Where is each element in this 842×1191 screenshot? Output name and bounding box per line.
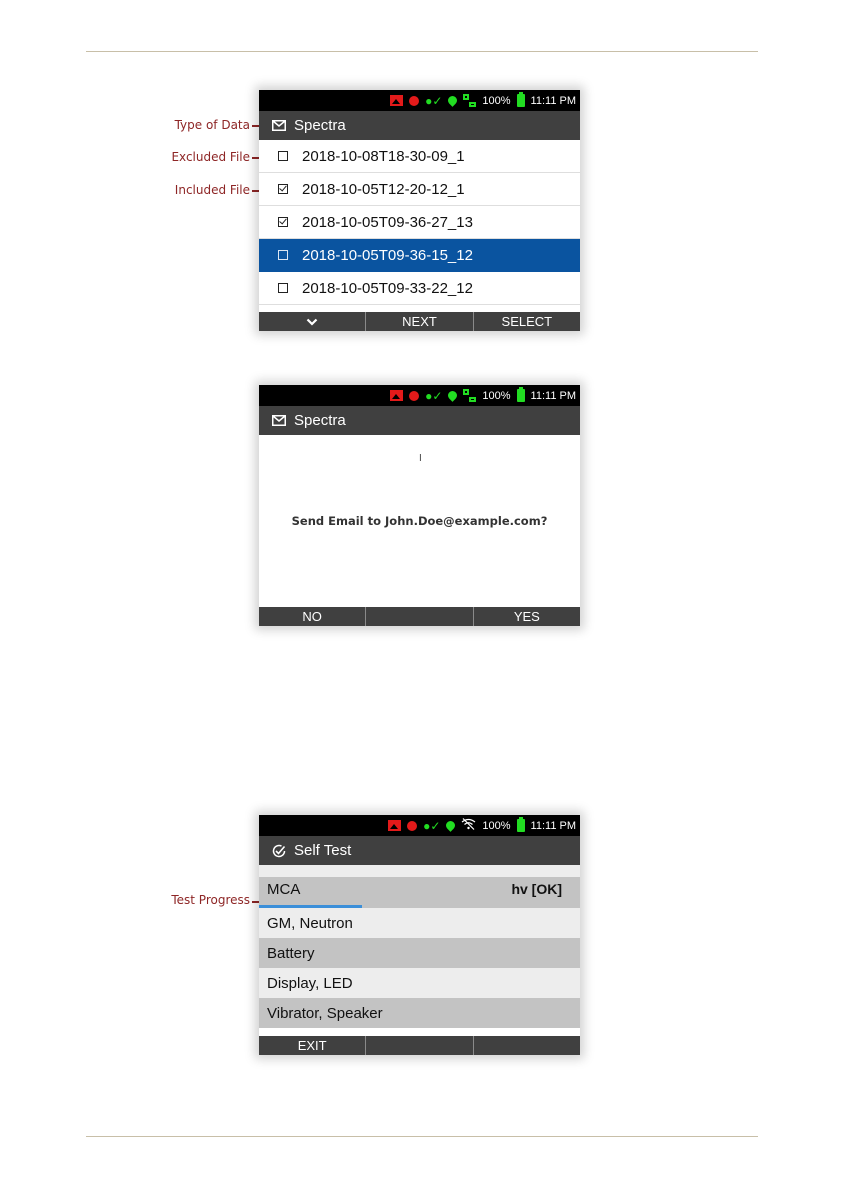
file-row-selected[interactable] [259, 239, 580, 272]
location-pin-icon [447, 94, 460, 107]
envelope-icon [272, 415, 286, 426]
softkey-bar [259, 1036, 580, 1055]
clock: 11:11 PM [530, 389, 576, 402]
envelope-icon [272, 120, 286, 131]
test-status: hv [OK] [511, 881, 562, 897]
image-icon [390, 390, 403, 401]
battery-percent: 100% [482, 94, 511, 107]
footer-rule [86, 1136, 758, 1137]
device-screen-file-list [259, 90, 580, 331]
test-list [259, 865, 580, 1028]
checkbox-unchecked-icon[interactable] [278, 151, 288, 161]
record-icon [409, 391, 419, 401]
clock: 11:11 PM [530, 819, 576, 832]
callout-type-of-data: Type of Data [174, 118, 250, 132]
file-row[interactable] [259, 140, 580, 173]
test-progress-fill [259, 905, 362, 908]
checkbox-unchecked-icon[interactable] [278, 283, 288, 293]
location-pin-icon [445, 819, 458, 832]
location-pin-icon [447, 389, 460, 402]
softkey-select[interactable]: SELECT [473, 312, 580, 331]
test-label: Battery [267, 944, 315, 962]
test-label: MCA [267, 881, 301, 898]
softkey-empty[interactable] [473, 1036, 580, 1055]
check-badge-icon [272, 844, 286, 858]
chevron-down-icon [306, 318, 318, 326]
test-row [259, 968, 580, 998]
text-cursor-icon: I [419, 453, 422, 464]
status-bar [259, 815, 580, 836]
softkey-exit[interactable]: EXIT [297, 1038, 327, 1053]
battery-percent: 100% [482, 819, 511, 832]
network-icon [463, 389, 476, 402]
file-list [259, 140, 580, 305]
softkey-no[interactable]: NO [302, 609, 322, 624]
user-check-icon: ●✓ [425, 93, 443, 108]
page-title: Spectra [294, 117, 346, 134]
file-row[interactable] [259, 272, 580, 305]
header-rule [86, 51, 758, 52]
callout-excluded-file: Excluded File [171, 150, 250, 164]
softkey-bar [259, 312, 580, 331]
status-bar [259, 385, 580, 406]
file-row[interactable] [259, 206, 580, 239]
user-check-icon: ●✓ [425, 388, 443, 403]
status-bar [259, 90, 580, 111]
image-icon [388, 820, 401, 831]
softkey-empty[interactable] [365, 1036, 472, 1055]
callout-included-file: Included File [174, 183, 250, 197]
callout-test-progress: Test Progress [171, 893, 250, 907]
image-icon [390, 95, 403, 106]
file-name: 2018-10-05T09-33-22_12 [302, 279, 473, 297]
title-bar [259, 406, 580, 435]
battery-percent: 100% [482, 389, 511, 402]
battery-icon [517, 94, 525, 107]
softkey-empty[interactable] [365, 607, 472, 626]
dialog-message: Send Email to John.Doe@example.com? [291, 514, 548, 528]
test-row [259, 998, 580, 1028]
battery-icon [517, 819, 525, 832]
test-row-current [259, 877, 580, 905]
page-title: Self Test [294, 842, 352, 859]
checkbox-checked-icon[interactable] [278, 184, 288, 194]
file-row[interactable] [259, 173, 580, 206]
network-icon [463, 94, 476, 107]
file-name: 2018-10-05T09-36-27_13 [302, 213, 473, 231]
file-name: 2018-10-08T18-30-09_1 [302, 147, 465, 165]
clock: 11:11 PM [530, 94, 576, 107]
test-row [259, 908, 580, 938]
wifi-off-icon [461, 818, 476, 833]
test-label: GM, Neutron [267, 914, 353, 932]
test-label: Vibrator, Speaker [267, 1004, 383, 1022]
test-progress-bar [259, 905, 580, 908]
checkbox-checked-icon[interactable] [278, 217, 288, 227]
list-spacer [259, 865, 580, 877]
page-title: Spectra [294, 412, 346, 429]
test-label: Display, LED [267, 974, 353, 992]
device-screen-self-test [259, 815, 580, 1055]
softkey-yes[interactable]: YES [473, 607, 580, 626]
device-screen-email-confirm [259, 385, 580, 626]
softkey-down[interactable] [259, 312, 365, 331]
user-check-icon: ●✓ [423, 818, 441, 833]
softkey-next[interactable]: NEXT [365, 312, 472, 331]
title-bar [259, 111, 580, 140]
title-bar [259, 836, 580, 865]
record-icon [407, 821, 417, 831]
record-icon [409, 96, 419, 106]
battery-icon [517, 389, 525, 402]
checkbox-unchecked-icon[interactable] [278, 250, 288, 260]
file-name: 2018-10-05T12-20-12_1 [302, 180, 465, 198]
test-row [259, 938, 580, 968]
softkey-bar [259, 607, 580, 626]
file-name: 2018-10-05T09-36-15_12 [302, 246, 473, 264]
